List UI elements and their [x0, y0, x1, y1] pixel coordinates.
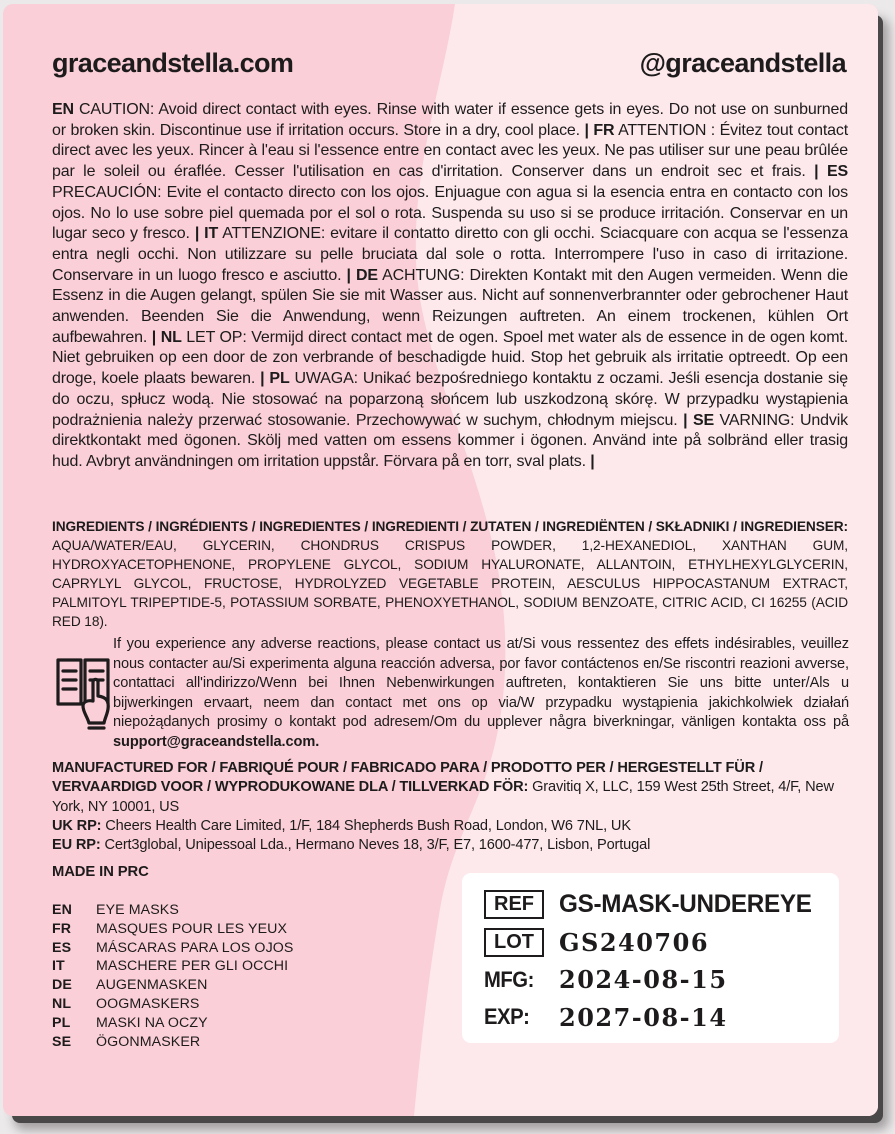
product-name-list: [52, 901, 293, 1051]
product-name: MASKI NA OCZY: [96, 1014, 208, 1031]
label-card: [3, 4, 878, 1116]
lot-symbol: LOT: [484, 928, 544, 957]
mfg-label: MFG:: [484, 966, 534, 992]
product-name: AUGENMASKEN: [96, 977, 208, 994]
caution-multilang-paragraph: EN CAUTION: Avoid direct contact with eyes. Rinse with water if essence gets in eyes. Do not use on sunburned or broken skin. Discontinue use if irritation occurs. Store in a dry, cool place. | FR ATTENTION : Évitez tout contact direct avec les yeux. Rincer à l'eau si l'essence entre en contact avec les yeux. Ne pas utiliser sur une peau brûlée par le soleil ou éraflée. Cesser l'utilisation en cas d'irritation. Conserver dans un endroit sec et frais. | ES PRECAUCIÓN: Evite el contacto directo con los ojos. Enjuague con agua si la esencia entra en contacto con los ojos. No lo use sobre piel quemada por el sol o rota. Suspenda su uso si se produce irritación. Conservar en un lugar seco y fresco. | IT ATTENZIONE: evitare il contatto diretto con gli occhi. Sciacquare con acqua se l'essenza entra negli occhi. Non utilizzare su pelle bruciata dal sole o rotta. Interrompere l'uso in caso di irritazione. Conservare in un luogo fresco e asciutto. | DE ACHTUNG: Direkten Kontakt mit den Augen vermeiden. Wenn die Essenz in die Augen gelangt, spülen Sie sie mit Wasser aus. Nicht auf sonnenverbrannter oder gebrochener Haut anwenden. Beenden Sie die Anwendung, wenn Reizungen auftreten. An einem trockenen, kühlen Ort aufbewahren. | NL LET OP: Vermijd direct contact met de ogen. Spoel met water als de essence in de ogen komt. Niet gebruiken op een door de zon verbrande of beschadigde huid. Stop het gebruik als irritatie optreedt. Op een droge, koele plaats bewaren. | PL UWAGA: Unikać bezpośredniego kontaktu z oczami. Jeśli esencja dostanie się do oczu, spłucz wodą. Nie stosować na poparzoną słońcem lub uszkodzoną skórę. W przypadku wystąpienia podrażnienia należy przerwać stosowanie. Przechowywać w suchym, chłodnym miejscu. | SE VARNING: Undvik direktkontakt med ögonen. Skölj med vatten om essens kommer i ögonen. Använd inte på solbränd eller trasig hud. Avbryt användningen om irritation uppstår. Förvara på en torr, sval plats. |: [52, 101, 849, 470]
language-code: ES: [52, 939, 72, 956]
language-code: FR: [52, 920, 72, 937]
ref-symbol: REF: [484, 890, 544, 919]
exp-row: [484, 999, 839, 1037]
language-code: NL: [52, 995, 72, 1012]
product-name-row: [52, 901, 293, 920]
product-name: OOGMASKERS: [96, 995, 200, 1012]
product-name: MASQUES POUR LES YEUX: [96, 920, 288, 937]
made-in-text: MADE IN PRC: [52, 864, 149, 880]
product-name-row: [52, 995, 293, 1014]
adverse-reactions-paragraph: If you experience any adverse reactions, please contact us at/Si vous ressentez des effets indésirables, veuillez nous contacter au/Si experimenta alguna reacción adversa, por favor contáctenos en/Se riscontri reazioni avverse, contattaci all'indirizzo/Wenn bei Ihnen Nebenwirkungen auftreten, kontaktieren Sie uns bitte unter/Als u bijwerkingen ervaart, neem dan contact met ons op via/W przypadku wystąpienia jakichkolwiek działań niepożądanych prosimy o kontakt pod adresem/Om du upplever några biverkningar, vänligen kontakta oss på support@graceandstella.com.: [113, 636, 849, 750]
product-name-row: [52, 939, 293, 958]
manufactured-for-line: MANUFACTURED FOR / FABRIQUÉ POUR / FABRICADO PARA / PRODOTTO PER / HERGESTELLT FÜR / VERVAARDIGD VOOR / WYPRODUKOWANE DLA / TILLVERKAD FÖR: Gravitiq X, LLC, 159 West 25th Street, 4/F, New York, NY 10001, US: [52, 760, 834, 815]
language-code: EN: [52, 902, 72, 918]
product-name-row: [52, 976, 293, 995]
lot-row: [484, 924, 839, 962]
batch-info-box: [462, 873, 839, 1043]
mfg-date: 2024-08-15: [559, 965, 728, 995]
mfg-row: [484, 961, 839, 999]
read-leaflet-icon: [55, 656, 111, 732]
ref-row: [484, 886, 839, 924]
website-url: graceandstella.com: [52, 48, 294, 78]
language-code: SE: [52, 1033, 72, 1050]
manufacturer-block: [52, 759, 850, 855]
social-handle: @graceandstella: [639, 48, 846, 78]
ingredients-paragraph: INGREDIENTS / INGRÉDIENTS / INGREDIENTES / INGREDIENTI / ZUTATEN / INGREDIËNTEN / SKŁADNIKI / INGREDIENSER: AQUA/WATER/EAU, GLYCERIN, CHONDRUS CRISPUS POWDER, 1,2-HEXANEDIOL, XANTHAN GUM, HYDROXYACETOPHENONE, PROPYLENE GLYCOL, SODIUM HYALURONATE, ALLANTOIN, ETHYLHEXYLGLYCERIN, CAPRYLYL GLYCOL, FRUCTOSE, HYDROLYZED VEGETABLE PROTEIN, AESCULUS HIPPOCASTANUM EXTRACT, PALMITOYL TRIPEPTIDE-5, POTASSIUM SORBATE, PHENOXYETHANOL, SODIUM BENZOATE, CITRIC ACID, CI 16255 (ACID RED 18).: [52, 519, 848, 629]
language-code: PL: [52, 1014, 71, 1031]
lot-value: GS240706: [559, 927, 710, 957]
language-code: DE: [52, 977, 72, 994]
product-name-row: [52, 1014, 293, 1033]
product-name-row: [52, 920, 293, 939]
language-code: IT: [52, 958, 65, 975]
product-name-row: [52, 957, 293, 976]
exp-date: 2027-08-14: [559, 1002, 728, 1032]
product-name: ÖGONMASKER: [96, 1033, 201, 1050]
product-name: MÁSCARAS PARA LOS OJOS: [96, 939, 294, 956]
product-name-row: [52, 1033, 293, 1052]
eu-rp-line: EU RP: Cert3global, Unipessoal Lda., Hermano Neves 18, 3/F, E7, 1600-477, Lisbon, Portugal: [52, 837, 651, 854]
uk-rp-line: UK RP: Cheers Health Care Limited, 1/F, 184 Shepherds Bush Road, London, W6 7NL, UK: [52, 817, 631, 834]
product-name: EYE MASKS: [96, 902, 179, 918]
exp-label: EXP:: [484, 1004, 530, 1030]
ref-value: GS-MASK-UNDEREYE: [559, 890, 812, 919]
product-name: MASCHERE PER GLI OCCHI: [96, 958, 289, 975]
